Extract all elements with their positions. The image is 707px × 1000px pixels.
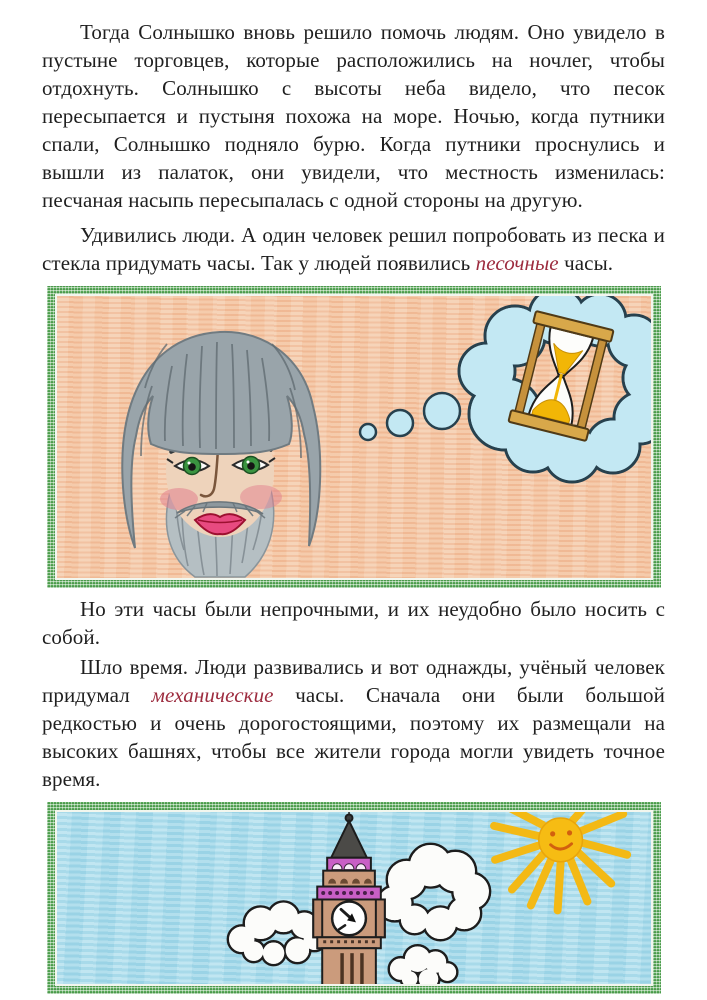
cloud-small-right: [389, 945, 458, 984]
text-run: часы.: [558, 251, 614, 275]
paragraph-fragile-clocks: [42, 595, 665, 651]
text-run: Но эти часы были непрочными, и их неудобно было носить с собой.: [42, 597, 665, 649]
paragraph-mechanical-clocks: [42, 653, 665, 793]
text-run: часы. Сначала они были большой редкостью и очень дорогостоящими, поэтому их размещали на высоких башнях, чтобы все жители города могли увидеть точное время.: [42, 683, 665, 791]
thinker-drawing: [57, 296, 651, 578]
text-run: Шло время. Люди развивались и вот однажды, учёный человек придумал: [42, 655, 665, 707]
highlight-sand-clock-word: песочные: [475, 251, 559, 275]
tower-drawing: [57, 812, 651, 984]
text-run: Удивились люди. А один человек решил попробовать из песка и стекла придумать часы. Так у людей появились: [42, 223, 665, 275]
man-face-drawing: [122, 332, 320, 577]
cloud-left: [228, 901, 326, 965]
text-run: Тогда Солнышко вновь решило помочь людям. Оно увидело в пустыне торговцев, которые расположились на ночлег, чтобы отдохнуть. Солнышко с высоты неба видело, что песок пересыпается и пустыня похожа на море. Ночью, когда путники спали, Солнышко подняло бурю. Когда путники проснулись и вышли из палаток, они увидели, что местность изменилась: песчаная насыпь пересыпалась с одной стороны на другую.: [42, 20, 665, 212]
illustration-tower-frame: [47, 802, 661, 994]
illustration-thinker-frame: [47, 286, 661, 588]
cloud-mid: [377, 844, 490, 940]
clock-tower-icon: [313, 812, 385, 984]
highlight-mechanical-word: механические: [151, 683, 274, 707]
paragraph-hourglass-invention: [42, 221, 665, 277]
paragraph-sun-helps-people: [42, 18, 665, 214]
thought-bubble-trail: [360, 393, 460, 440]
illustration-clock-tower-with-sun: [55, 810, 653, 986]
illustration-man-thinking-of-hourglass: [55, 294, 653, 580]
sun-icon: [494, 812, 627, 910]
